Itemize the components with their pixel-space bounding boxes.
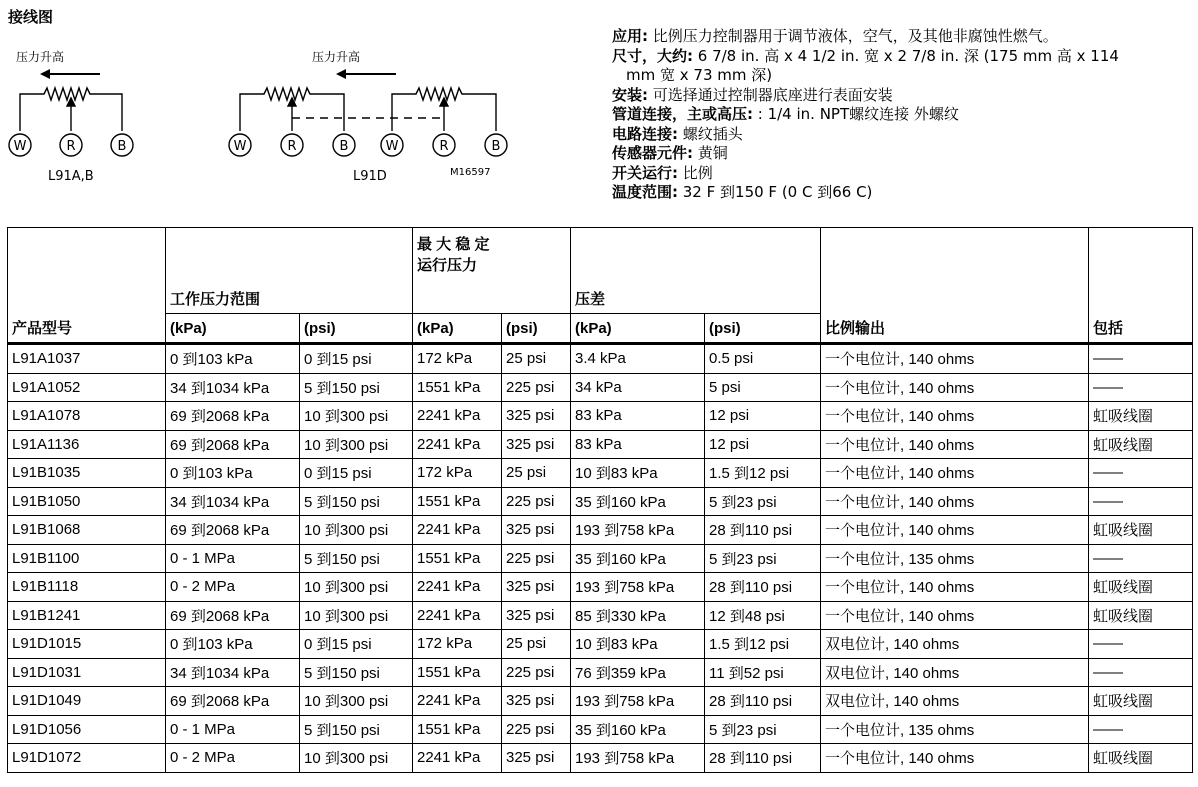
wiring-diagram-l91d <box>220 44 520 184</box>
cell-diff-psi: 1.5 到12 psi <box>705 630 821 659</box>
cell-max-psi: 225 psi <box>502 373 571 402</box>
cell-includes: —— <box>1089 544 1193 573</box>
table-row <box>8 715 1193 744</box>
cell-diff-kpa: 83 kPa <box>571 430 705 459</box>
potentiometer-icon <box>240 88 344 131</box>
cell-max-kpa: 1551 kPa <box>413 658 502 687</box>
cell-operating-kpa: 0 - 1 MPa <box>166 544 300 573</box>
cell-output: 一个电位计, 140 ohms <box>821 487 1089 516</box>
cell-includes: 虹吸线圈 <box>1089 573 1193 602</box>
cell-includes: —— <box>1089 344 1193 374</box>
specifications <box>612 27 1182 203</box>
header-model: 产品型号 <box>8 228 166 344</box>
cell-max-kpa: 2241 kPa <box>413 744 502 773</box>
cell-operating-kpa: 0 到103 kPa <box>166 459 300 488</box>
cell-max-psi: 225 psi <box>502 658 571 687</box>
cell-max-kpa: 2241 kPa <box>413 516 502 545</box>
cell-max-kpa: 172 kPa <box>413 344 502 374</box>
cell-output: 一个电位计, 140 ohms <box>821 573 1089 602</box>
pressure-arrow-icon <box>40 69 100 79</box>
cell-operating-psi: 10 到300 psi <box>300 430 413 459</box>
cell-max-psi: 325 psi <box>502 402 571 431</box>
cell-operating-psi: 0 到15 psi <box>300 344 413 374</box>
cell-operating-psi: 5 到150 psi <box>300 544 413 573</box>
table-row <box>8 744 1193 773</box>
spec-line: 温度范围: 32 F 到150 F (0 C 到66 C) <box>612 183 873 201</box>
cell-operating-psi: 10 到300 psi <box>300 744 413 773</box>
svg-text:W: W <box>13 139 27 154</box>
section-title: 接线图 <box>8 8 54 26</box>
cell-includes: —— <box>1089 487 1193 516</box>
cell-output: 一个电位计, 140 ohms <box>821 344 1089 374</box>
cell-max-psi: 325 psi <box>502 573 571 602</box>
terminal-w <box>9 134 31 156</box>
cell-diff-psi: 5 到23 psi <box>705 544 821 573</box>
cell-diff-psi: 5 psi <box>705 373 821 402</box>
cell-max-kpa: 2241 kPa <box>413 430 502 459</box>
cell-diff-psi: 5 到23 psi <box>705 487 821 516</box>
header-differential: 压差 <box>571 228 821 314</box>
cell-max-psi: 25 psi <box>502 459 571 488</box>
spec-line: 安装: 可选择通过控制器底座进行表面安装 <box>612 85 893 104</box>
spec-line-continuation: mm 宽 x 73 mm 深) <box>626 66 773 84</box>
cell-output: 双电位计, 140 ohms <box>821 658 1089 687</box>
cell-max-kpa: 2241 kPa <box>413 601 502 630</box>
svg-text:B: B <box>491 139 501 154</box>
header-operating-range: 工作压力范围 <box>166 228 413 314</box>
cell-diff-psi: 11 到52 psi <box>705 658 821 687</box>
svg-text:R: R <box>439 139 449 154</box>
header-unit: (kPa) <box>571 314 705 344</box>
arrow-label: 压力升高 <box>312 50 361 64</box>
cell-operating-kpa: 69 到2068 kPa <box>166 516 300 545</box>
header-unit: (psi) <box>502 314 571 344</box>
table-row <box>8 687 1193 716</box>
product-table <box>7 227 1193 773</box>
cell-diff-kpa: 35 到160 kPa <box>571 715 705 744</box>
terminal-r <box>281 134 303 156</box>
svg-text:R: R <box>287 139 297 154</box>
cell-max-psi: 325 psi <box>502 744 571 773</box>
table-row <box>8 544 1193 573</box>
table-row <box>8 630 1193 659</box>
table-row <box>8 373 1193 402</box>
cell-diff-psi: 28 到110 psi <box>705 516 821 545</box>
cell-model: L91B1100 <box>8 544 166 573</box>
cell-diff-kpa: 85 到330 kPa <box>571 601 705 630</box>
cell-model: L91D1056 <box>8 715 166 744</box>
svg-text:W: W <box>385 139 399 154</box>
table-row <box>8 402 1193 431</box>
cell-operating-psi: 10 到300 psi <box>300 687 413 716</box>
cell-operating-psi: 5 到150 psi <box>300 373 413 402</box>
cell-operating-kpa: 0 - 2 MPa <box>166 573 300 602</box>
cell-max-kpa: 2241 kPa <box>413 402 502 431</box>
cell-operating-psi: 5 到150 psi <box>300 715 413 744</box>
cell-operating-kpa: 34 到1034 kPa <box>166 658 300 687</box>
header-unit: (kPa) <box>413 314 502 344</box>
cell-diff-kpa: 34 kPa <box>571 373 705 402</box>
cell-includes: 虹吸线圈 <box>1089 687 1193 716</box>
cell-model: L91D1049 <box>8 687 166 716</box>
cell-diff-kpa: 10 到83 kPa <box>571 459 705 488</box>
table-row <box>8 573 1193 602</box>
wiring-diagram-l91ab <box>0 44 160 184</box>
cell-model: L91D1015 <box>8 630 166 659</box>
svg-text:B: B <box>339 139 349 154</box>
cell-output: 一个电位计, 135 ohms <box>821 715 1089 744</box>
cell-operating-psi: 10 到300 psi <box>300 402 413 431</box>
cell-diff-psi: 12 到48 psi <box>705 601 821 630</box>
cell-diff-kpa: 76 到359 kPa <box>571 658 705 687</box>
cell-diff-kpa: 193 到758 kPa <box>571 744 705 773</box>
cell-operating-psi: 10 到300 psi <box>300 601 413 630</box>
cell-operating-psi: 10 到300 psi <box>300 573 413 602</box>
cell-diff-psi: 28 到110 psi <box>705 687 821 716</box>
terminal-r <box>60 134 82 156</box>
figure-id: M16597 <box>450 167 491 178</box>
cell-max-kpa: 2241 kPa <box>413 687 502 716</box>
cell-diff-psi: 28 到110 psi <box>705 744 821 773</box>
terminal-r <box>433 134 455 156</box>
cell-max-kpa: 1551 kPa <box>413 373 502 402</box>
cell-operating-psi: 0 到15 psi <box>300 630 413 659</box>
cell-max-kpa: 2241 kPa <box>413 573 502 602</box>
spec-line: 应用: 比例压力控制器用于调节液体，空气，及其他非腐蚀性燃气。 <box>612 27 1058 45</box>
cell-max-psi: 325 psi <box>502 516 571 545</box>
cell-output: 一个电位计, 140 ohms <box>821 601 1089 630</box>
header-unit: (kPa) <box>166 314 300 344</box>
cell-diff-psi: 12 psi <box>705 430 821 459</box>
spec-line: 开关运行: 比例 <box>612 163 713 182</box>
cell-includes: 虹吸线圈 <box>1089 430 1193 459</box>
table-row <box>8 459 1193 488</box>
cell-output: 一个电位计, 140 ohms <box>821 516 1089 545</box>
table-row <box>8 658 1193 687</box>
table-row <box>8 487 1193 516</box>
cell-operating-kpa: 0 - 2 MPa <box>166 744 300 773</box>
cell-diff-kpa: 3.4 kPa <box>571 344 705 374</box>
cell-max-kpa: 172 kPa <box>413 630 502 659</box>
cell-includes: —— <box>1089 459 1193 488</box>
cell-output: 一个电位计, 140 ohms <box>821 459 1089 488</box>
cell-operating-kpa: 0 到103 kPa <box>166 344 300 374</box>
cell-max-kpa: 1551 kPa <box>413 544 502 573</box>
cell-max-kpa: 1551 kPa <box>413 487 502 516</box>
cell-model: L91D1072 <box>8 744 166 773</box>
terminal-b <box>333 134 355 156</box>
cell-operating-kpa: 34 到1034 kPa <box>166 487 300 516</box>
table-row <box>8 601 1193 630</box>
cell-max-psi: 25 psi <box>502 630 571 659</box>
cell-diff-psi: 0.5 psi <box>705 344 821 374</box>
cell-model: L91B1050 <box>8 487 166 516</box>
header-output: 比例输出 <box>821 228 1089 344</box>
cell-max-psi: 25 psi <box>502 344 571 374</box>
cell-operating-psi: 0 到15 psi <box>300 459 413 488</box>
spec-line: 尺寸，大约: 6 7/8 in. 高 x 4 1/2 in. 宽 x 2 7/8 in. 深 (175 mm 高 x 114 <box>612 46 1119 65</box>
cell-includes: —— <box>1089 715 1193 744</box>
cell-operating-psi: 5 到150 psi <box>300 487 413 516</box>
cell-operating-psi: 5 到150 psi <box>300 658 413 687</box>
terminal-b <box>111 134 133 156</box>
cell-diff-kpa: 10 到83 kPa <box>571 630 705 659</box>
cell-max-psi: 325 psi <box>502 687 571 716</box>
table-row <box>8 344 1193 374</box>
cell-output: 双电位计, 140 ohms <box>821 630 1089 659</box>
terminal-w <box>229 134 251 156</box>
cell-model: L91B1035 <box>8 459 166 488</box>
cell-operating-kpa: 69 到2068 kPa <box>166 430 300 459</box>
header-includes: 包括 <box>1089 228 1193 344</box>
cell-diff-kpa: 193 到758 kPa <box>571 516 705 545</box>
table-row <box>8 430 1193 459</box>
cell-output: 一个电位计, 140 ohms <box>821 744 1089 773</box>
cell-max-psi: 325 psi <box>502 430 571 459</box>
header-unit: (psi) <box>705 314 821 344</box>
pressure-arrow-icon <box>336 69 396 79</box>
cell-model: L91B1068 <box>8 516 166 545</box>
arrow-label: 压力升高 <box>16 50 65 64</box>
cell-max-kpa: 172 kPa <box>413 459 502 488</box>
cell-operating-kpa: 0 - 1 MPa <box>166 715 300 744</box>
svg-text:B: B <box>117 139 127 154</box>
cell-includes: —— <box>1089 373 1193 402</box>
cell-output: 一个电位计, 135 ohms <box>821 544 1089 573</box>
cell-max-psi: 225 psi <box>502 487 571 516</box>
cell-output: 一个电位计, 140 ohms <box>821 402 1089 431</box>
spec-line: 传感器元件: 黄铜 <box>612 144 728 162</box>
diagram-caption: L91A,B <box>48 169 94 184</box>
header-max-pressure <box>413 228 571 314</box>
cell-output: 一个电位计, 140 ohms <box>821 430 1089 459</box>
spec-line: 管道连接，主或高压: : 1/4 in. NPT螺纹连接 外螺纹 <box>612 105 959 123</box>
cell-max-kpa: 1551 kPa <box>413 715 502 744</box>
cell-operating-psi: 10 到300 psi <box>300 516 413 545</box>
cell-max-psi: 225 psi <box>502 544 571 573</box>
cell-max-psi: 225 psi <box>502 715 571 744</box>
cell-model: L91A1052 <box>8 373 166 402</box>
potentiometer-icon <box>20 88 122 131</box>
svg-text:R: R <box>66 139 76 154</box>
terminal-w <box>381 134 403 156</box>
cell-diff-kpa: 83 kPa <box>571 402 705 431</box>
cell-diff-psi: 12 psi <box>705 402 821 431</box>
header-unit: (psi) <box>300 314 413 344</box>
cell-output: 一个电位计, 140 ohms <box>821 373 1089 402</box>
cell-operating-kpa: 69 到2068 kPa <box>166 601 300 630</box>
cell-operating-kpa: 69 到2068 kPa <box>166 402 300 431</box>
diagram-caption: L91D <box>353 169 387 184</box>
table-row <box>8 516 1193 545</box>
terminal-b <box>485 134 507 156</box>
cell-includes: 虹吸线圈 <box>1089 516 1193 545</box>
cell-diff-psi: 5 到23 psi <box>705 715 821 744</box>
svg-text:W: W <box>233 139 247 154</box>
header-max-pressure-text: 最 大 稳 定 运行压力 <box>417 236 490 274</box>
cell-diff-kpa: 35 到160 kPa <box>571 487 705 516</box>
potentiometer-icon <box>392 88 496 131</box>
cell-includes: 虹吸线圈 <box>1089 744 1193 773</box>
cell-model: L91B1241 <box>8 601 166 630</box>
cell-includes: —— <box>1089 658 1193 687</box>
cell-diff-kpa: 193 到758 kPa <box>571 573 705 602</box>
cell-max-psi: 325 psi <box>502 601 571 630</box>
cell-operating-kpa: 0 到103 kPa <box>166 630 300 659</box>
table-body <box>8 344 1193 773</box>
cell-model: L91B1118 <box>8 573 166 602</box>
cell-model: L91A1136 <box>8 430 166 459</box>
cell-diff-psi: 28 到110 psi <box>705 573 821 602</box>
cell-includes: 虹吸线圈 <box>1089 601 1193 630</box>
cell-diff-kpa: 193 到758 kPa <box>571 687 705 716</box>
cell-operating-kpa: 69 到2068 kPa <box>166 687 300 716</box>
cell-operating-kpa: 34 到1034 kPa <box>166 373 300 402</box>
cell-model: L91A1037 <box>8 344 166 374</box>
cell-model: L91A1078 <box>8 402 166 431</box>
cell-model: L91D1031 <box>8 658 166 687</box>
cell-includes: —— <box>1089 630 1193 659</box>
cell-output: 双电位计, 140 ohms <box>821 687 1089 716</box>
cell-diff-psi: 1.5 到12 psi <box>705 459 821 488</box>
spec-line: 电路连接: 螺纹插头 <box>612 124 743 143</box>
cell-includes: 虹吸线圈 <box>1089 402 1193 431</box>
cell-diff-kpa: 35 到160 kPa <box>571 544 705 573</box>
